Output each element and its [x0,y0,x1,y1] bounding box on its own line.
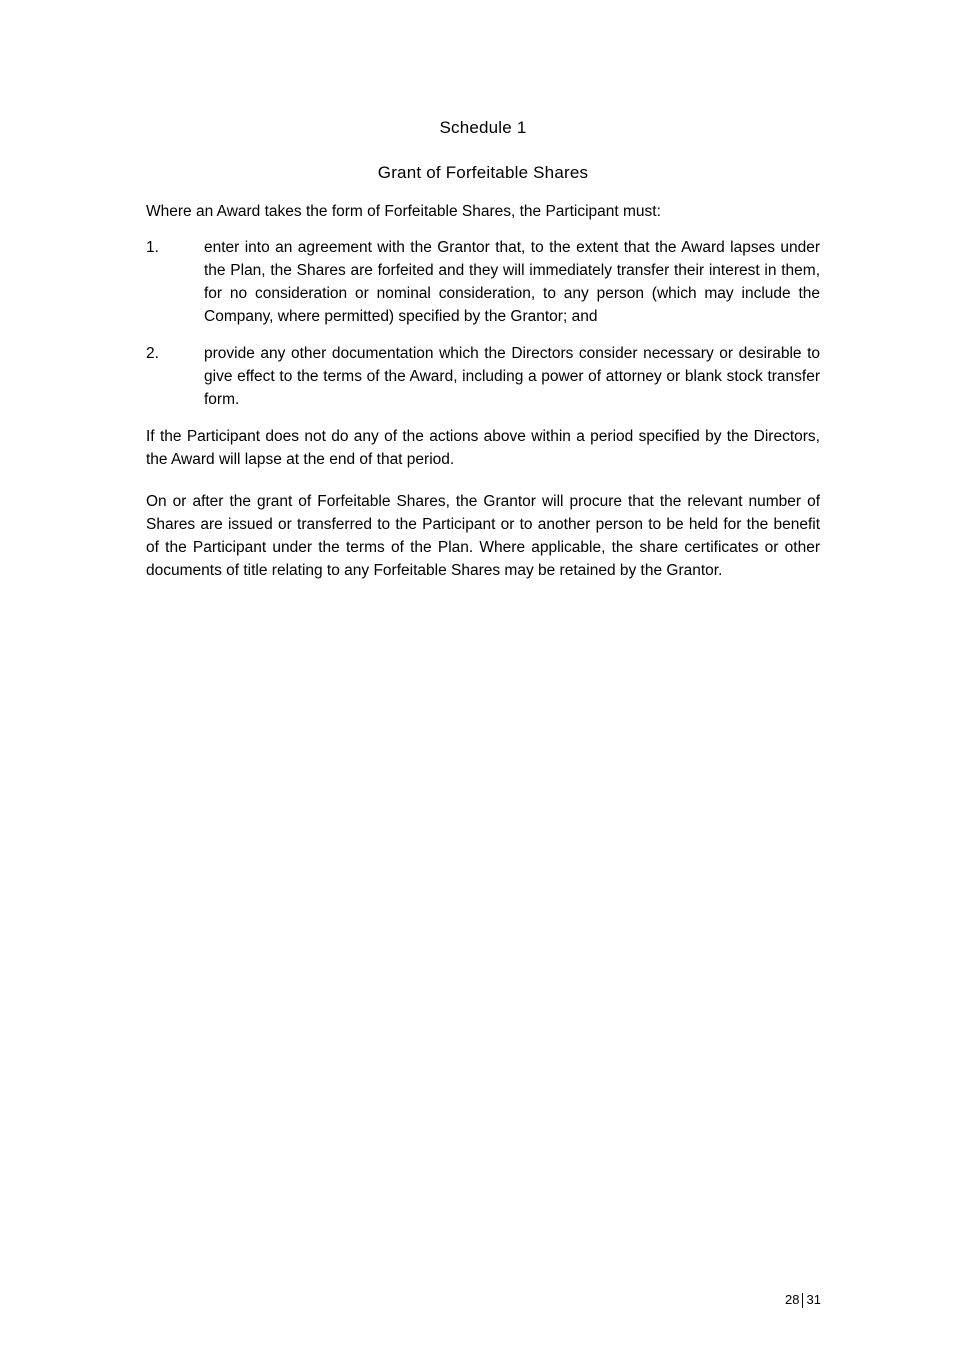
list-item [146,236,820,328]
list-item-number: 2. [146,345,159,362]
list-item-number: 1. [146,239,159,256]
current-page-number: 28 [785,1292,800,1307]
page-number [785,1292,821,1308]
document-title: Grant of Forfeitable Shares [377,163,589,182]
lapse-paragraph: If the Participant does not do any of the actions above within a period specified by the Directors, the Award will lapse at the end of that period. [146,428,820,468]
procure-paragraph: On or after the grant of Forfeitable Shares, the Grantor will procure that the relevant number of Shares are issued or transferred to the Participant or to another person to be held for the benefit of the Participant under the terms of the Plan. Where applicable, the share certificates or other documents of title relating to any Forfeitable Shares may be retained by the Grantor. [146,493,820,579]
list-item-text: provide any other documentation which the Directors consider necessary or desirable to give effect to the terms of the Award, including a power of attorney or blank stock transfer form. [204,345,820,408]
list-item-text: enter into an agreement with the Grantor that, to the extent that the Award lapses under the Plan, the Shares are forfeited and they will immediately transfer their interest in them, for no consideration or nominal consideration, to any person (which may include the Company, where permitted) specified by the Grantor; and [204,239,820,325]
intro-paragraph: Where an Award takes the form of Forfeitable Shares, the Participant must: [146,203,661,220]
total-pages-number: 31 [806,1292,821,1307]
schedule-heading: Schedule 1 [439,118,527,137]
document-content [146,115,820,582]
page-number-divider [802,1293,803,1308]
list-item [146,342,820,411]
